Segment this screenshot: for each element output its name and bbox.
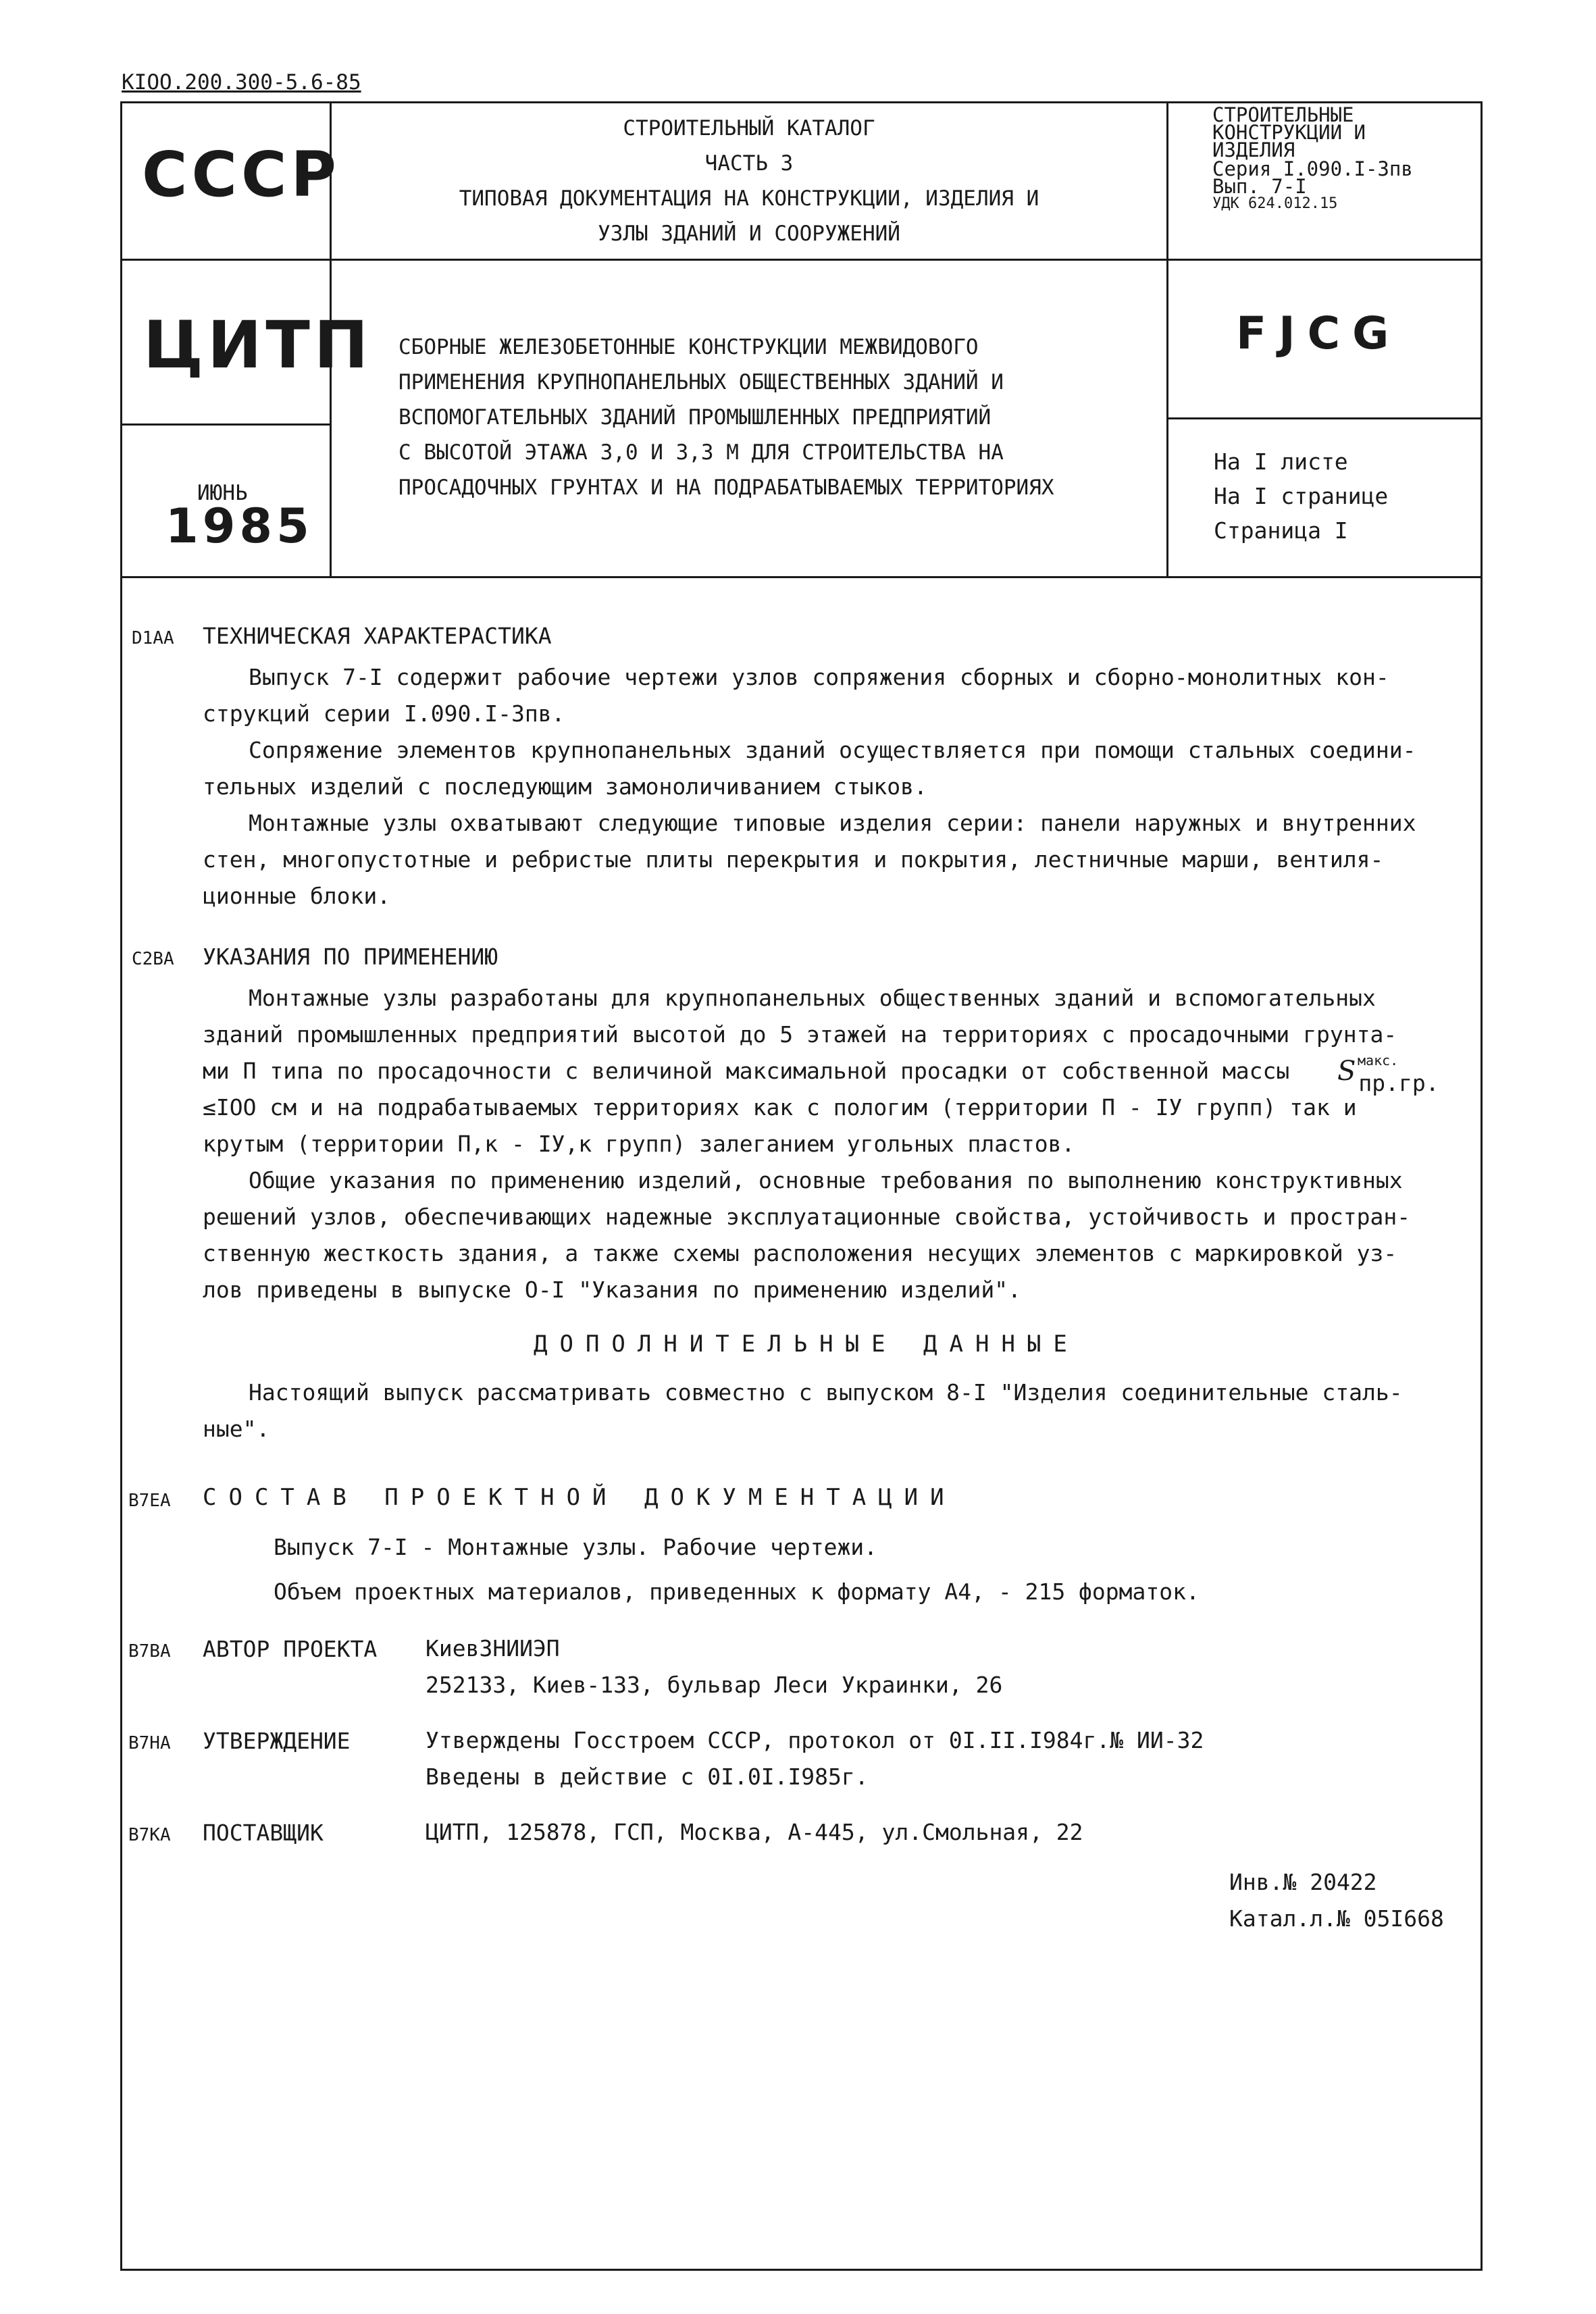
title-line: ВСПОМОГАТЕЛЬНЫХ ЗДАНИЙ ПРОМЫШЛЕННЫХ ПРЕДПРИЯТИЙ	[398, 405, 992, 430]
title-line: СБОРНЫЕ ЖЕЛЕЗОБЕТОННЫЕ КОНСТРУКЦИИ МЕЖВИДОВОГО	[398, 335, 979, 359]
sheet-line: На I странице	[1214, 483, 1389, 509]
paragraph-line: Выпуск 7-I - Монтажные узлы. Рабочие чертежи.	[274, 1534, 878, 1560]
title-line: С ВЫСОТОЙ ЭТАЖА 3,0 И 3,3 М ДЛЯ СТРОИТЕЛЬСТВА НА	[398, 440, 1004, 465]
header-bottom-line	[120, 576, 1483, 578]
paragraph-line: Выпуск 7-I содержит рабочие чертежи узлов сопряжения сборных и сборно-монолитных кон-	[249, 664, 1389, 690]
formula-sup: макс.	[1358, 1052, 1399, 1069]
udk-code: УДК 624.012.15	[1212, 195, 1338, 212]
title-line: ПРОСАДОЧНЫХ ГРУНТАХ И НА ПОДРАБАТЫВАЕМЫХ ТЕРРИТОРИЯХ	[398, 475, 1054, 500]
header-row-line-right	[1166, 417, 1483, 419]
paragraph-line: решений узлов, обеспечивающих надежные эксплуатационные свойства, устойчивость и простран-	[203, 1204, 1411, 1230]
section-title-author: АВТОР ПРОЕКТА	[203, 1636, 378, 1662]
sheet-line: Страница I	[1214, 517, 1348, 544]
paragraph-line: лов приведены в выпуске О-I "Указания по применению изделий".	[203, 1277, 1021, 1303]
paragraph-line: Общие указания по применению изделий, основные требования по выполнению конструктивных	[249, 1167, 1403, 1193]
usage-text	[203, 980, 1439, 1308]
paragraph-line: Настоящий выпуск рассматривать совместно с выпуском 8-I "Изделия соединительные сталь-	[249, 1379, 1403, 1406]
paragraph-line: зданий промышленных предприятий высотой до 5 этажей на территориях с просадочными грунта-	[203, 1021, 1397, 1048]
header-row-line-1	[120, 259, 1483, 261]
paragraph-line: тельных изделий с последующим замоноличиванием стыков.	[203, 773, 927, 800]
formula-sub: пр.гр.	[1358, 1070, 1439, 1096]
section-title-additional: ДОПОЛНИТЕЛЬНЫЕ ДАННЫЕ	[534, 1331, 1079, 1358]
paragraph-line	[203, 1052, 1439, 1096]
document-code: КIОО.200.300-5.6-85	[122, 70, 361, 95]
paragraph-line: ≤IOO см и на подрабатываемых территориях как с пологим (территории П - IУ групп) так и	[203, 1094, 1357, 1121]
header-row-line-left	[120, 423, 331, 426]
issue-number: Вып. 7-I	[1212, 175, 1307, 198]
series-line: КОНСТРУКЦИИ И	[1212, 121, 1366, 144]
approval-line: Введены в действие с 0I.0I.I985г.	[426, 1764, 869, 1790]
paragraph-line: стен, многопустотные и ребристые плиты перекрытия и покрытия, лестничные марши, вентиля-	[203, 846, 1384, 873]
section-title-usage: УКАЗАНИЯ ПО ПРИМЕНЕНИЮ	[203, 944, 498, 970]
org-cccp: СССР	[142, 138, 340, 211]
paragraph-line: ционные блоки.	[203, 883, 391, 909]
date-month: ИЮНЬ	[197, 481, 248, 505]
sheet-line: На I листе	[1214, 448, 1348, 475]
catalog-line: ТИПОВАЯ ДОКУМЕНТАЦИЯ НА КОНСТРУКЦИИ, ИЗДЕЛИЯ И	[459, 186, 1039, 211]
supplier-line: ЦИТП, 125878, ГСП, Москва, А-445, ул.Смольная, 22	[426, 1819, 1083, 1845]
paragraph-line: Объем проектных материалов, приведенных к формату А4, - 215 форматок.	[274, 1578, 1200, 1605]
section-code: B7BA	[128, 1641, 171, 1662]
publisher-citp: ЦИТП	[143, 307, 373, 383]
author-text	[426, 1630, 1002, 1703]
paragraph-line: Монтажные узлы охватывают следующие типовые изделия серии: панели наружных и внутренних	[249, 810, 1416, 836]
paragraph-line: ные".	[203, 1416, 270, 1442]
series-line: СТРОИТЕЛЬНЫЕ	[1212, 103, 1354, 126]
paragraph-line: крутым (территории П,к - IУ,к групп) залеганием угольных пластов.	[203, 1131, 1075, 1157]
sheet-info	[1214, 444, 1388, 548]
section-code: D1AA	[132, 628, 174, 648]
text-run: ми П типа по просадочности с величиной максимальной просадки от собственной массы	[203, 1058, 1290, 1084]
inventory-number: Инв.№ 20422	[1229, 1869, 1377, 1895]
tech-text	[203, 659, 1416, 915]
header-divider-right	[1166, 101, 1168, 577]
catalog-line: УЗЛЫ ЗДАНИЙ И СООРУЖЕНИЙ	[598, 222, 900, 246]
section-title-supplier: ПОСТАВЩИК	[203, 1820, 324, 1846]
title-line: ПРИМЕНЕНИЯ КРУПНОПАНЕЛЬНЫХ ОБЩЕСТВЕННЫХ ЗДАНИЙ И	[398, 370, 1004, 394]
approval-text	[426, 1722, 1204, 1795]
series-block	[1212, 103, 1413, 215]
catalog-line: СТРОИТЕЛЬНЫЙ КАТАЛОГ	[623, 116, 875, 140]
catalog-sheet-number: Катал.л.№ 05I668	[1229, 1905, 1444, 1932]
catalog-line: ЧАСТЬ 3	[704, 151, 794, 176]
document-code-fjcg: FJCG	[1236, 307, 1401, 359]
catalog-numbers	[1229, 1864, 1444, 1937]
series-number: Серия I.090.I-3пв	[1212, 157, 1413, 180]
additional-text	[203, 1374, 1403, 1447]
section-title-composition: СОСТАВ ПРОЕКТНОЙ ДОКУМЕНТАЦИИ	[203, 1484, 956, 1511]
catalog-title	[332, 111, 1166, 251]
series-line: ИЗДЕЛИЯ	[1212, 138, 1295, 161]
approval-line: Утверждены Госстроем СССР, протокол от 0I.II.I984г.№ ИИ-32	[426, 1727, 1204, 1753]
supplier-text	[426, 1814, 1083, 1851]
date-year: 1985	[165, 498, 313, 554]
section-title-approval: УТВЕРЖДЕНИЕ	[203, 1728, 351, 1754]
document-title	[398, 330, 1054, 505]
section-code: B7EA	[128, 1491, 171, 1511]
paragraph-line: струкций серии I.090.I-3пв.	[203, 700, 565, 727]
paragraph-line: Сопряжение элементов крупнопанельных зданий осуществляется при помощи стальных соедини-	[249, 737, 1416, 763]
section-code: B7HA	[128, 1733, 171, 1753]
composition-text	[274, 1525, 1200, 1614]
formula	[1337, 1052, 1439, 1096]
section-code: C2BA	[132, 949, 174, 969]
section-title-tech: ТЕХНИЧЕСКАЯ ХАРАКТЕРАСТИКА	[203, 623, 552, 649]
paragraph-line: ственную жесткость здания, а также схемы расположения несущих элементов с маркировкой уз-	[203, 1240, 1397, 1266]
formula-symbol: S	[1337, 1056, 1356, 1087]
paragraph-line: Монтажные узлы разработаны для крупнопанельных общественных зданий и вспомогательных	[249, 985, 1376, 1011]
section-code: B7KA	[128, 1825, 171, 1845]
author-address: 252133, Киев-133, бульвар Леси Украинки, 26	[426, 1672, 1003, 1698]
author-name: КиевЗНИИЭП	[426, 1635, 560, 1662]
